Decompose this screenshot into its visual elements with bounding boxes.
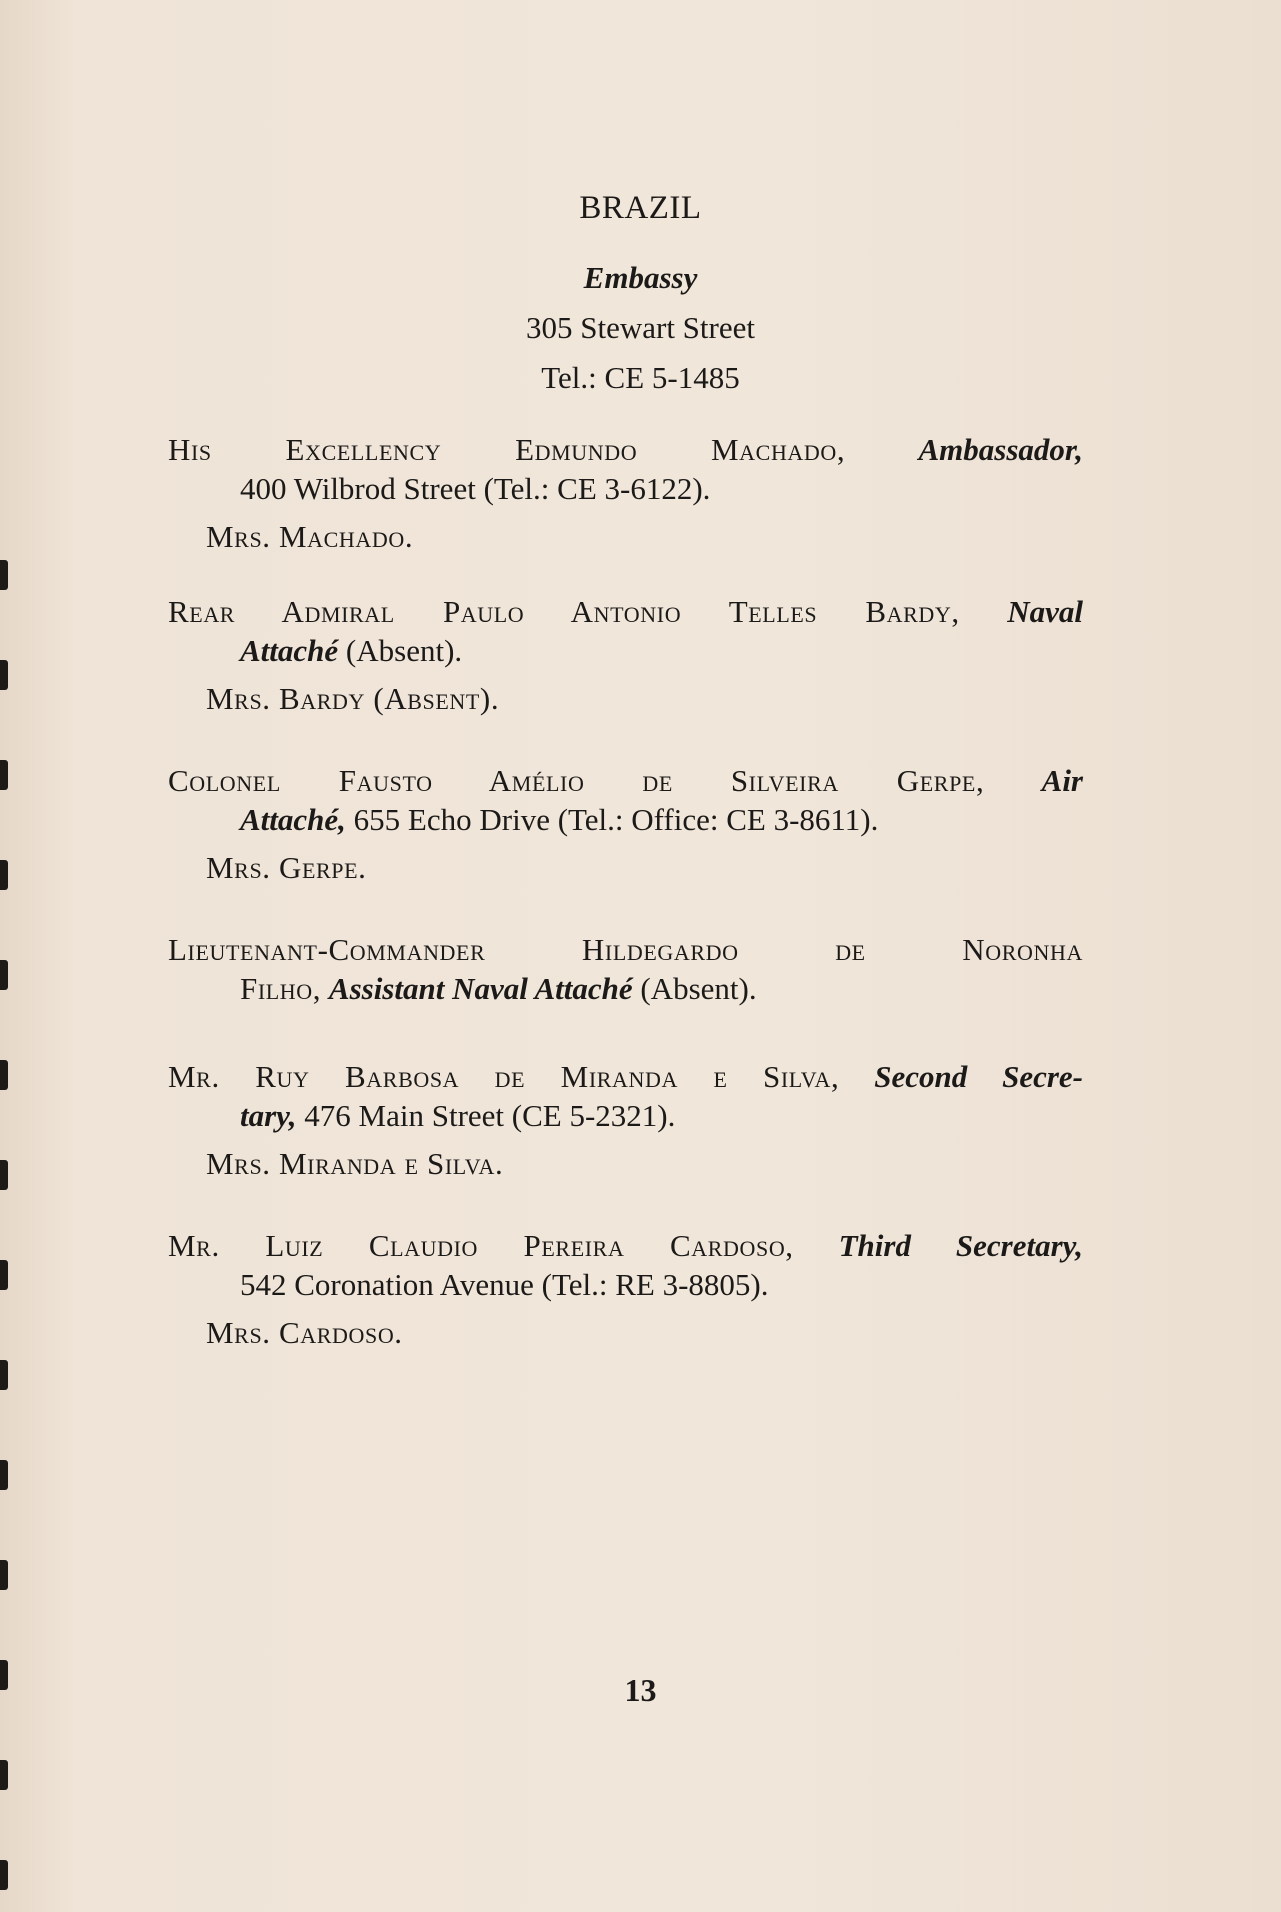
office-address: 305 Stewart Street bbox=[525, 310, 755, 345]
office-phone: Tel.: CE 5-1485 bbox=[541, 360, 740, 395]
entry-details: 476 Main Street (CE 5-2321). bbox=[304, 1098, 676, 1133]
entry-details: 655 Echo Drive (Tel.: Office: CE 3-8611). bbox=[353, 802, 879, 837]
entry-role: Third Secretary, bbox=[838, 1228, 1083, 1263]
entry-spouse: Mrs. Miranda e Silva. bbox=[206, 1146, 504, 1181]
entry-name: Rear Admiral Paulo Antonio Telles Bardy, bbox=[168, 594, 960, 629]
entry-spouse: Mrs. Cardoso. bbox=[206, 1315, 403, 1350]
entry-role-continued: Attaché bbox=[240, 633, 339, 668]
entry-details: 542 Coronation Avenue (Tel.: RE 3-8805). bbox=[240, 1267, 769, 1302]
entry-name: Mr. Ruy Barbosa de Miranda e Silva, bbox=[168, 1059, 840, 1094]
directory-entry bbox=[168, 1057, 1083, 1183]
entry-spouse: Mrs. Machado. bbox=[206, 519, 414, 554]
directory-entry bbox=[168, 930, 1083, 1008]
entry-name: Colonel Fausto Amélio de Silveira Gerpe, bbox=[168, 763, 985, 798]
entry-role-continued: Attaché, bbox=[240, 802, 346, 837]
entry-name: Mr. Luiz Claudio Pereira Cardoso, bbox=[168, 1228, 794, 1263]
entry-spouse: Mrs. Gerpe. bbox=[206, 850, 367, 885]
directory-entry bbox=[168, 1226, 1083, 1352]
directory-entry bbox=[168, 430, 1083, 556]
directory-entry bbox=[168, 592, 1083, 718]
page-number: 13 bbox=[624, 1672, 657, 1708]
entry-name: Lieutenant-Commander Hildegardo de Noronha bbox=[168, 932, 1083, 967]
entry-name: His Excellency Edmundo Machado, bbox=[168, 432, 846, 467]
entry-spouse: Mrs. Bardy (Absent). bbox=[206, 681, 500, 716]
directory-entry bbox=[168, 761, 1083, 887]
entry-role: Naval bbox=[1007, 594, 1084, 629]
entry-name-continued: Filho, bbox=[240, 971, 322, 1006]
entry-role: Second Secre- bbox=[874, 1059, 1084, 1094]
entry-details: 400 Wilbrod Street (Tel.: CE 3-6122). bbox=[240, 471, 711, 506]
entry-role: Air bbox=[1041, 763, 1083, 798]
entry-role-continued: tary, bbox=[240, 1098, 297, 1133]
office-heading: Embassy bbox=[583, 260, 698, 295]
entry-role: Ambassador, bbox=[918, 432, 1083, 467]
entry-role: Assistant Naval Attaché bbox=[328, 971, 633, 1006]
country-heading: BRAZIL bbox=[579, 190, 702, 226]
entry-details: (Absent). bbox=[345, 633, 463, 668]
entry-details: (Absent). bbox=[640, 971, 757, 1006]
